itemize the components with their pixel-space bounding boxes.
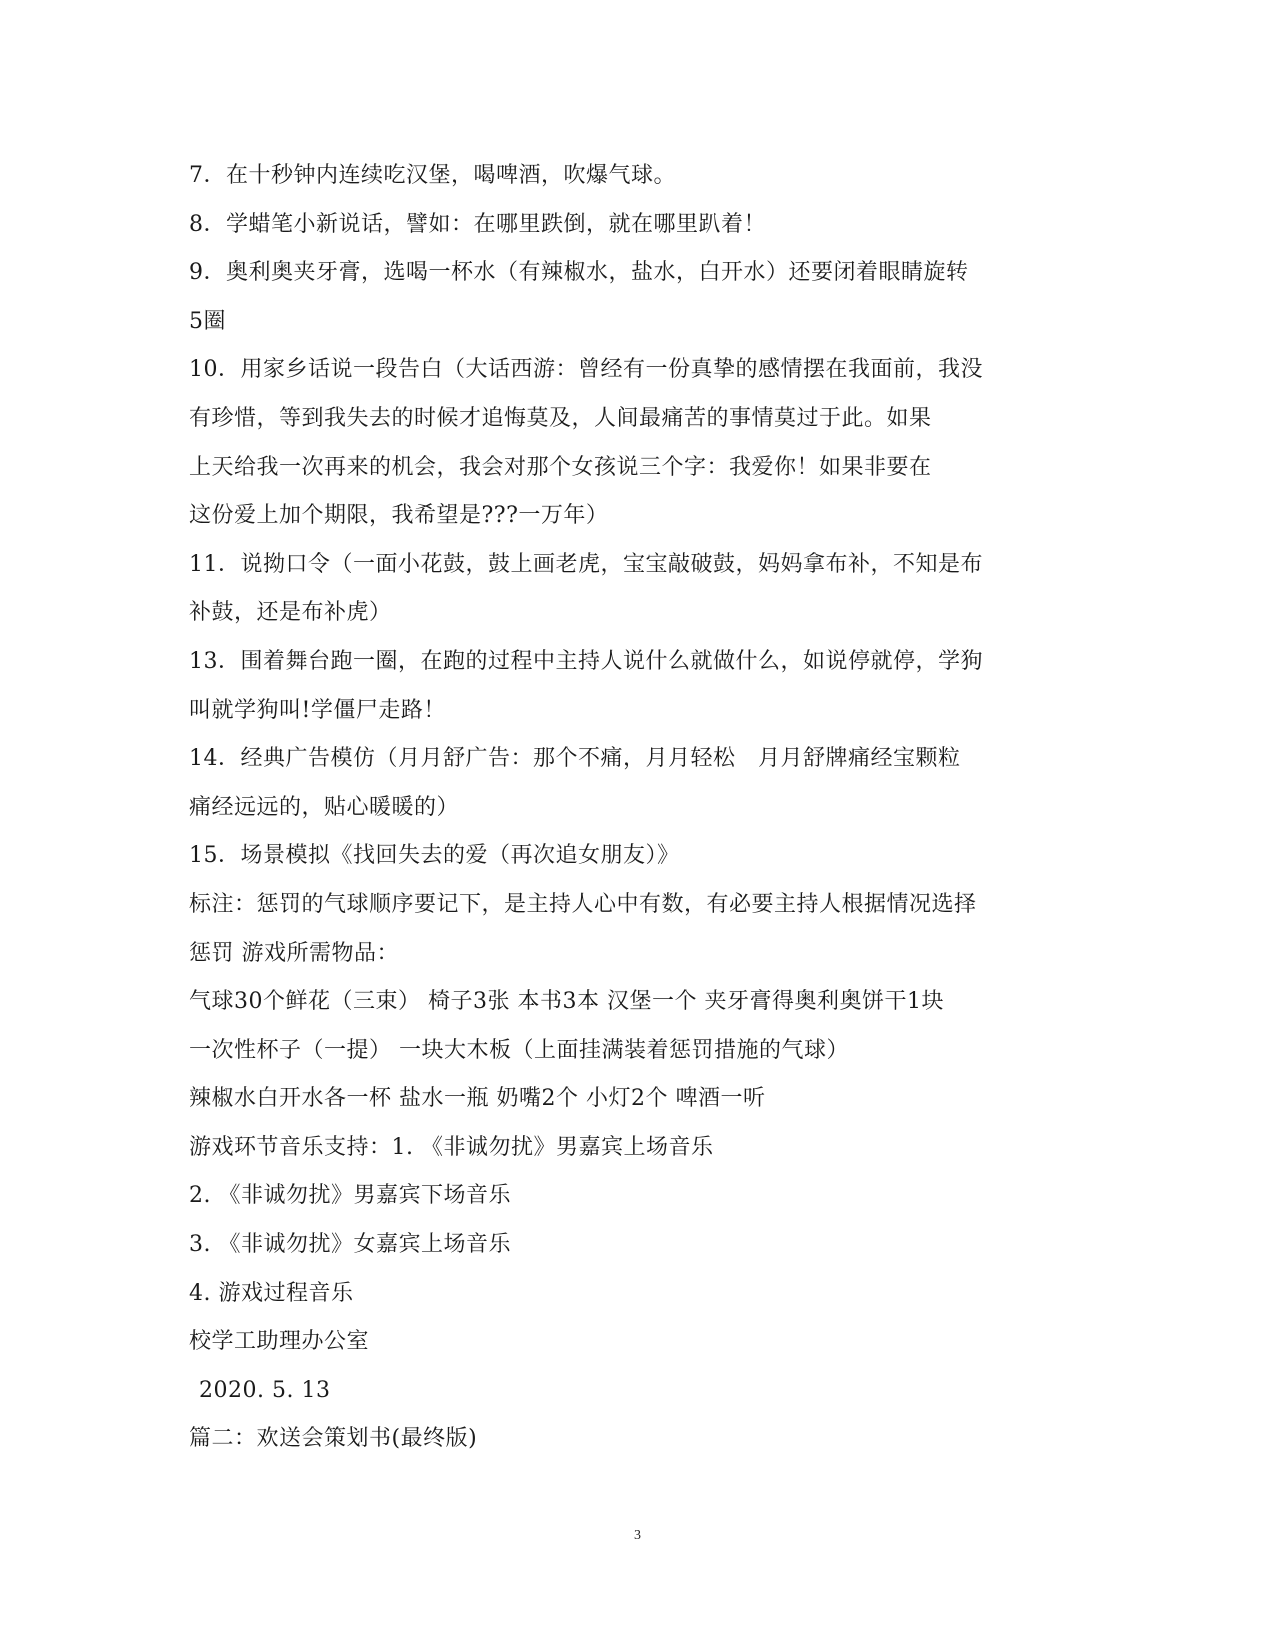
text-line-date: 2020. 5. 13 xyxy=(199,1377,331,1403)
text-line-music-2: 2. 《非诚勿扰》男嘉宾下场音乐 xyxy=(189,1183,511,1209)
text-line-supplies-2: 一次性杯子（一提） 一块大木板（上面挂满装着惩罚措施的气球） xyxy=(189,1037,849,1063)
text-line-music-4: 4. 游戏过程音乐 xyxy=(189,1280,354,1306)
text-line-music-3: 3. 《非诚勿扰》女嘉宾上场音乐 xyxy=(189,1232,511,1258)
text-line-note-cont: 惩罚 游戏所需物品： xyxy=(189,940,399,966)
text-line-note: 标注：惩罚的气球顺序要记下，是主持人心中有数，有必要主持人根据情况选择 xyxy=(189,891,977,917)
text-line-item-13-cont: 叫就学狗叫!学僵尸走路！ xyxy=(189,697,446,723)
text-line-item-15: 15．场景模拟《找回失去的爱（再次追女朋友）》 xyxy=(189,843,680,869)
text-line-item-14: 14．经典广告模仿（月月舒广告：那个不痛，月月轻松 月月舒牌痛经宝颗粒 xyxy=(189,746,961,772)
text-line-music-1: 游戏环节音乐支持：1. 《非诚勿扰》男嘉宾上场音乐 xyxy=(189,1134,714,1160)
text-line-item-9: 9．奥利奥夹牙膏，选喝一杯水（有辣椒水，盐水，白开水）还要闭着眼睛旋转 xyxy=(189,260,969,286)
text-line-item-8: 8．学蜡笔小新说话，譬如：在哪里跌倒，就在哪里趴着！ xyxy=(189,211,766,237)
text-line-item-9-cont: 5圈 xyxy=(189,308,226,334)
text-line-item-7: 7．在十秒钟内连续吃汉堡，喝啤酒，吹爆气球。 xyxy=(189,163,676,188)
text-line-item-10-cont-2: 上天给我一次再来的机会，我会对那个女孩说三个字：我爱你！如果非要在 xyxy=(189,454,932,480)
text-line-item-13: 13．围着舞台跑一圈，在跑的过程中主持人说什么就做什么，如说停就停，学狗 xyxy=(189,648,983,674)
text-line-section-heading: 篇二：欢送会策划书(最终版) xyxy=(189,1426,478,1452)
text-line-supplies-3: 辣椒水白开水各一杯 盐水一瓶 奶嘴2个 小灯2个 啤酒一听 xyxy=(189,1086,766,1112)
text-line-item-11: 11．说拗口令（一面小花鼓，鼓上画老虎，宝宝敲破鼓，妈妈拿布补，不知是布 xyxy=(189,551,983,577)
text-line-item-11-cont: 补鼓，还是布补虎） xyxy=(189,600,392,626)
text-line-supplies-1: 气球30个鲜花（三束） 椅子3张 本书3本 汉堡一个 夹牙膏得奥利奥饼干1块 xyxy=(189,989,944,1015)
text-line-item-10-cont-1: 有珍惜，等到我失去的时候才追悔莫及，人间最痛苦的事情莫过于此。如果 xyxy=(189,405,932,431)
text-line-office: 校学工助理办公室 xyxy=(189,1329,370,1355)
text-line-item-14-cont: 痛经远远的，贴心暖暖的） xyxy=(189,794,460,820)
text-line-item-10-cont-3: 这份爱上加个期限，我希望是???一万年） xyxy=(189,503,609,529)
text-line-item-10: 10．用家乡话说一段告白（大话西游：曾经有一份真挚的感情摆在我面前，我没 xyxy=(189,357,983,383)
document-body xyxy=(189,152,1069,1464)
page-number: 3 xyxy=(634,1528,641,1543)
